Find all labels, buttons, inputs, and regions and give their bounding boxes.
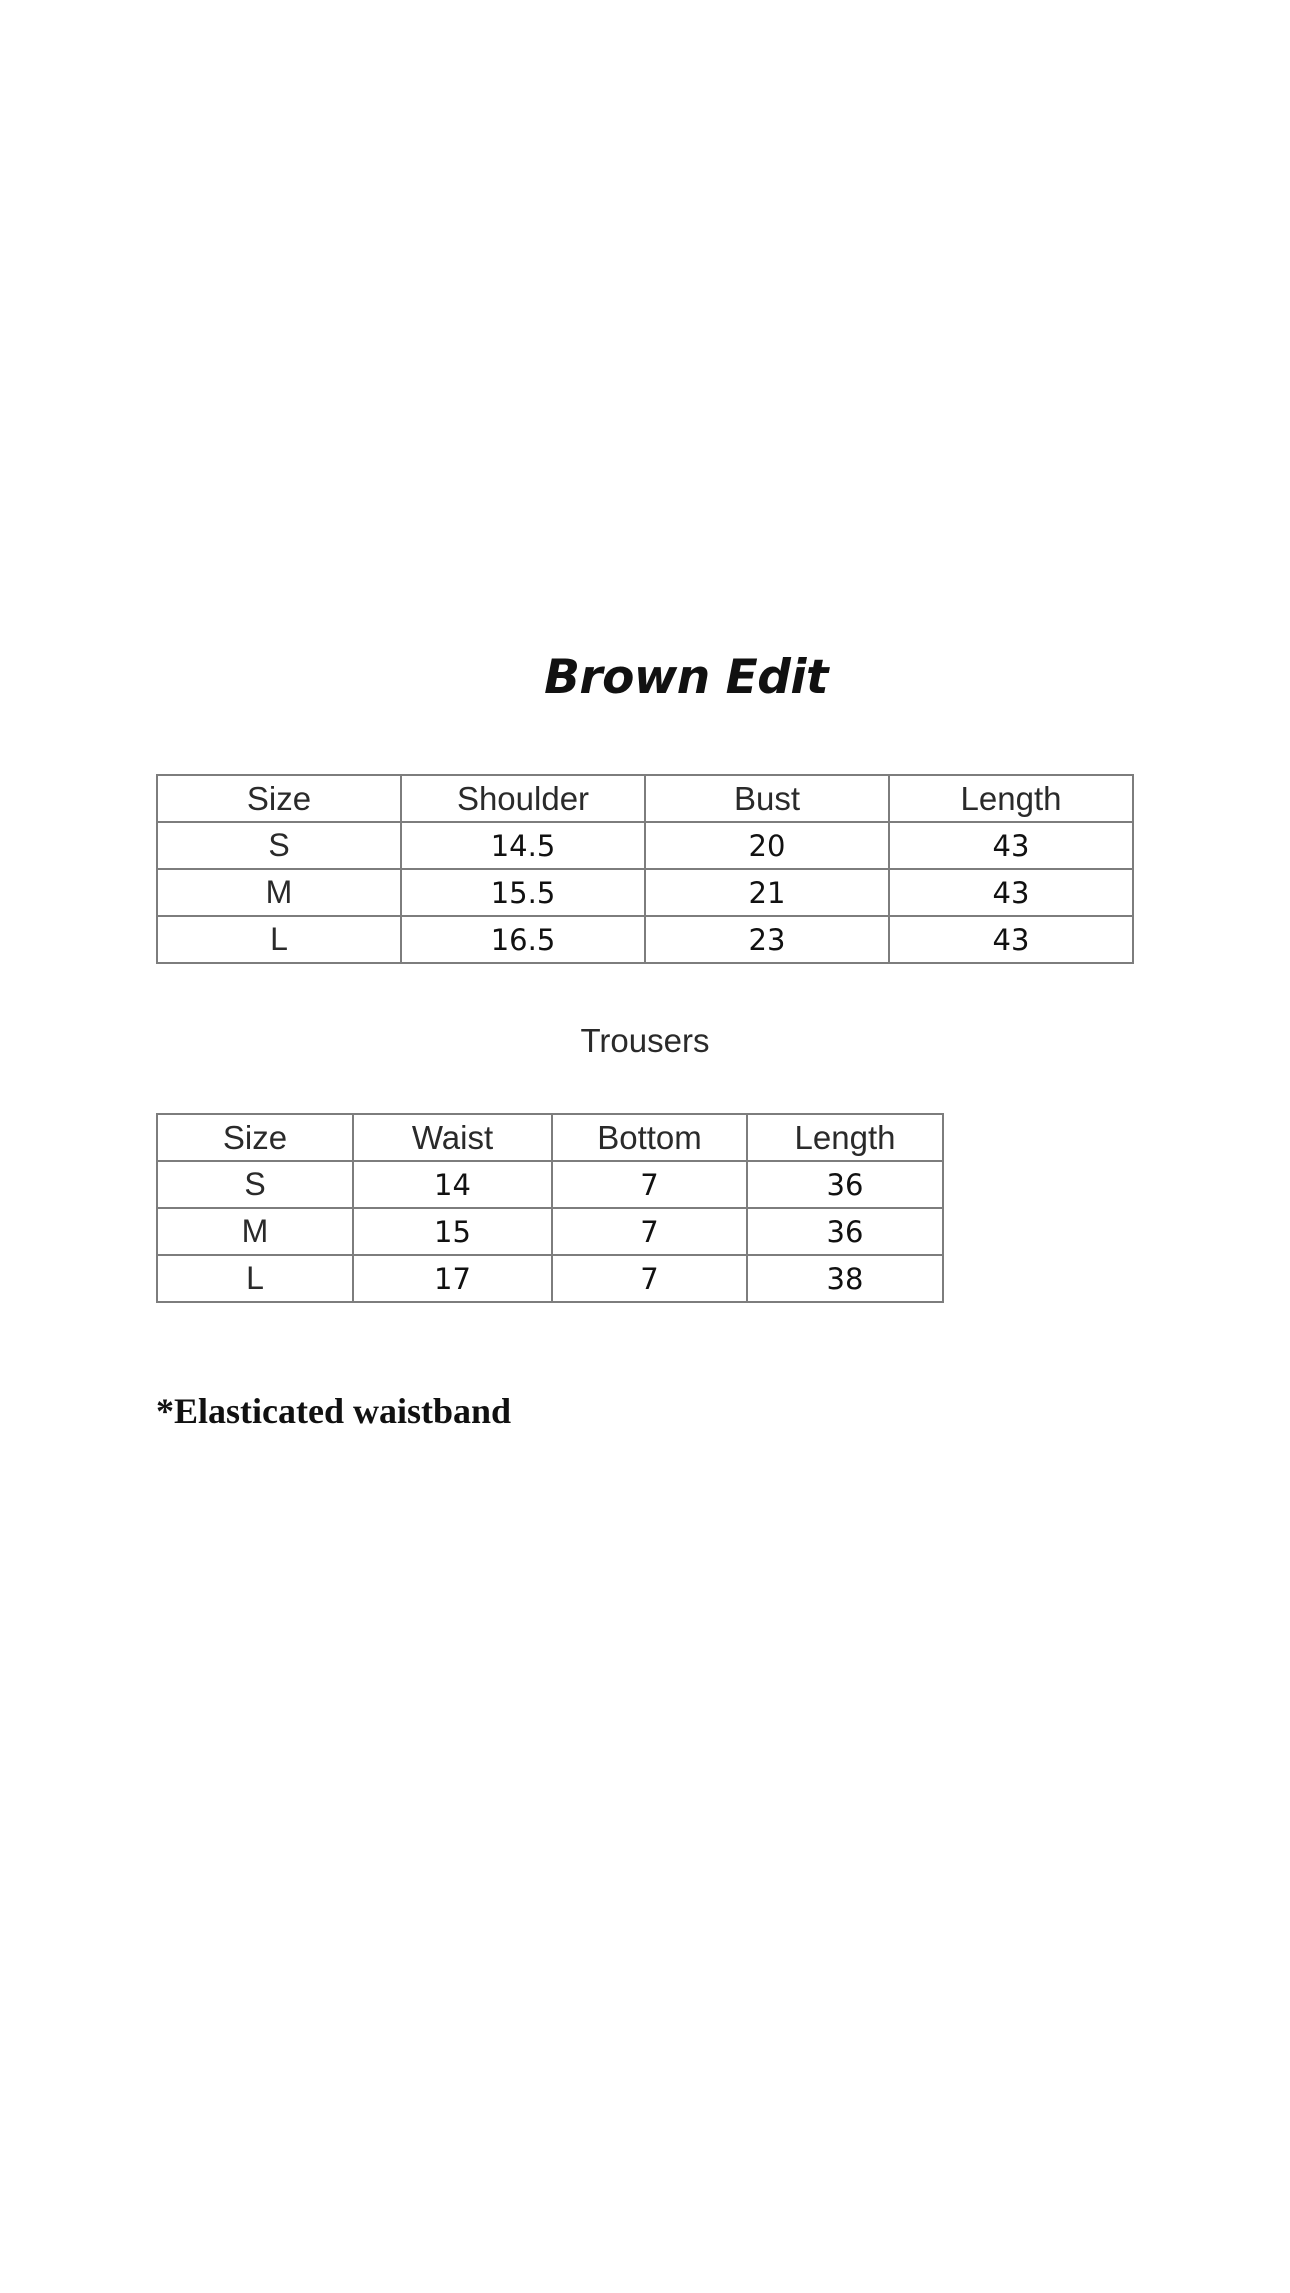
bottom-cell: 7 (552, 1161, 747, 1208)
bottom-cell: 7 (552, 1255, 747, 1302)
shoulder-cell: 15.5 (401, 869, 645, 916)
page-title: Brown Edit (544, 650, 828, 705)
header-shoulder: Shoulder (401, 775, 645, 822)
table-row (157, 1161, 943, 1208)
length-cell: 36 (747, 1161, 943, 1208)
length-cell: 36 (747, 1208, 943, 1255)
shoulder-cell: 14.5 (401, 822, 645, 869)
bottom-cell: 7 (552, 1208, 747, 1255)
size-cell: S (157, 822, 401, 869)
length-cell: 43 (889, 916, 1133, 963)
waist-cell: 14 (353, 1161, 552, 1208)
size-cell: L (157, 916, 401, 963)
header-bottom: Bottom (552, 1114, 747, 1161)
footnote: *Elasticated waistband (156, 1391, 512, 1431)
size-cell: M (157, 869, 401, 916)
table-row (157, 869, 1133, 916)
table-row (157, 822, 1133, 869)
length-cell: 43 (889, 869, 1133, 916)
top-size-table (156, 774, 1134, 964)
header-length: Length (747, 1114, 943, 1161)
length-cell: 43 (889, 822, 1133, 869)
size-cell: S (157, 1161, 353, 1208)
header-size: Size (157, 775, 401, 822)
length-cell: 38 (747, 1255, 943, 1302)
table-row (157, 916, 1133, 963)
header-waist: Waist (353, 1114, 552, 1161)
waist-cell: 15 (353, 1208, 552, 1255)
header-bust: Bust (645, 775, 889, 822)
header-size: Size (157, 1114, 353, 1161)
size-cell: L (157, 1255, 353, 1302)
bust-cell: 21 (645, 869, 889, 916)
table-header-row (157, 775, 1133, 822)
table-row (157, 1208, 943, 1255)
waist-cell: 17 (353, 1255, 552, 1302)
table-header-row (157, 1114, 943, 1161)
bust-cell: 20 (645, 822, 889, 869)
shoulder-cell: 16.5 (401, 916, 645, 963)
bust-cell: 23 (645, 916, 889, 963)
header-length: Length (889, 775, 1133, 822)
table-row (157, 1255, 943, 1302)
size-cell: M (157, 1208, 353, 1255)
trousers-size-table (156, 1113, 944, 1303)
trousers-heading: Trousers (580, 1022, 710, 1059)
